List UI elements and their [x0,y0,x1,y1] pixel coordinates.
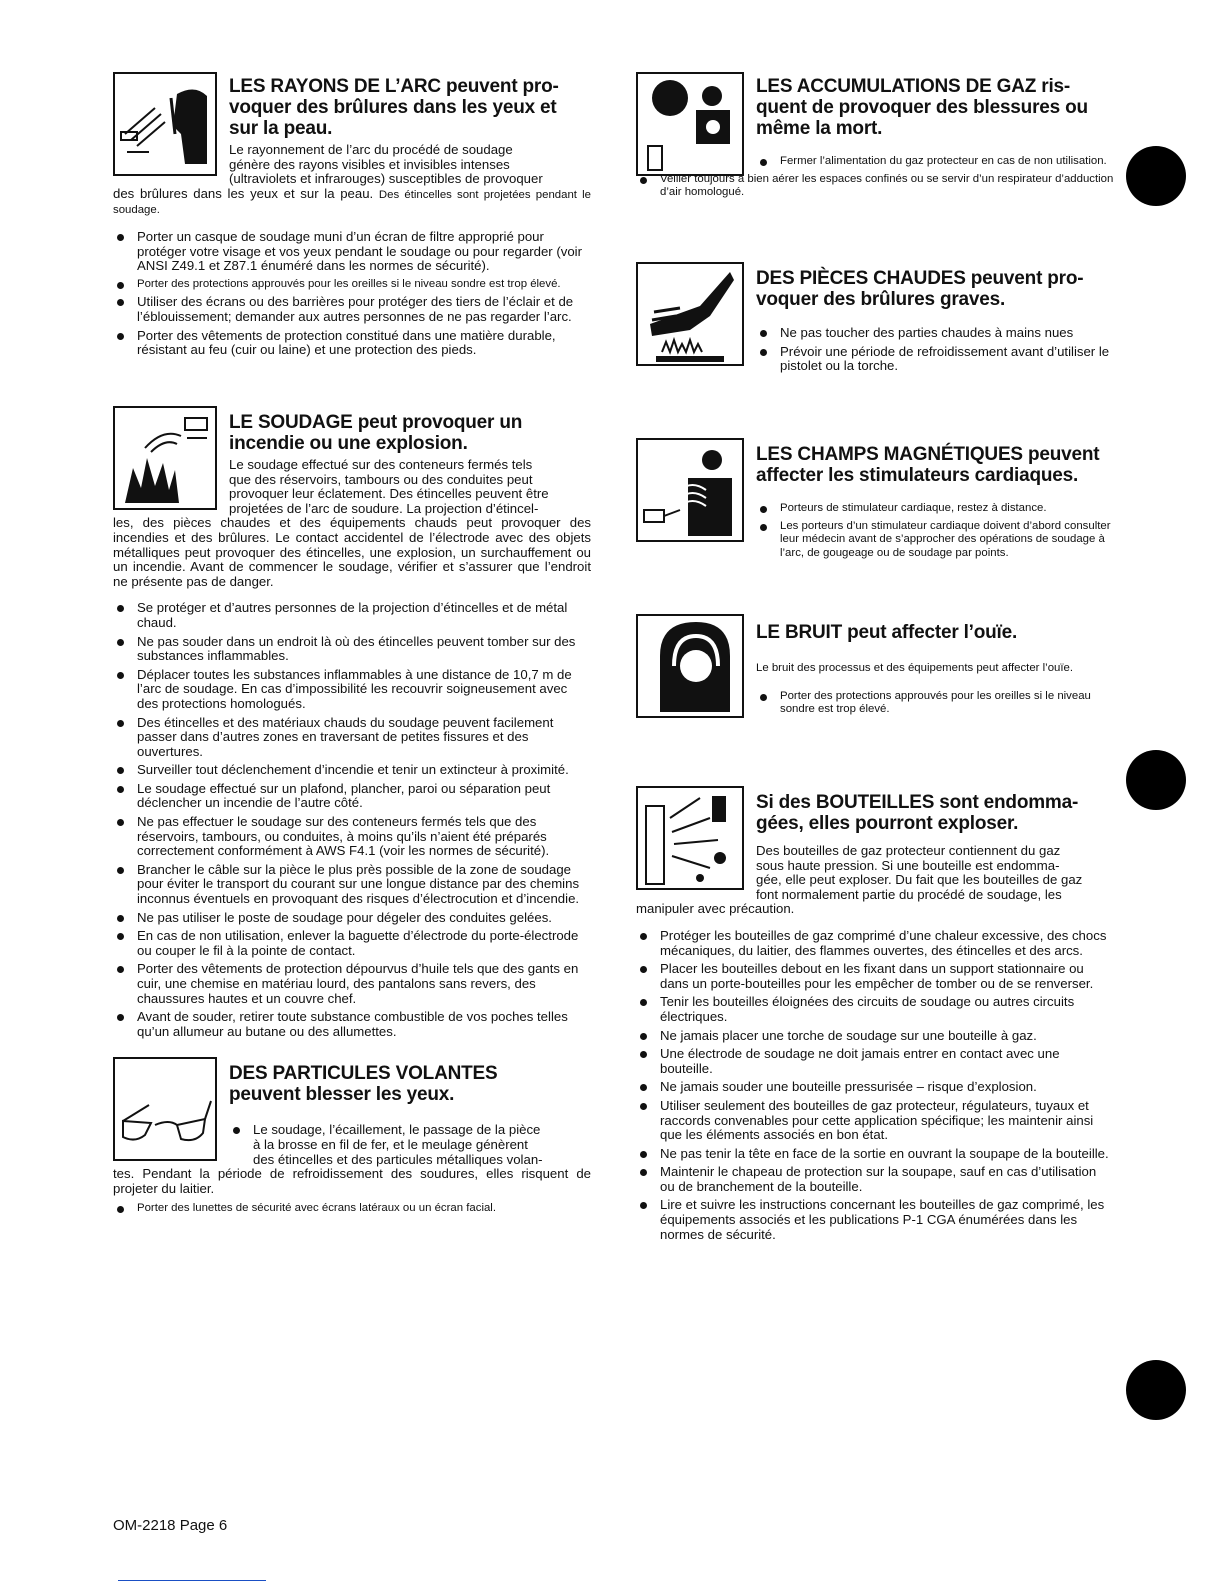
list-item: Lire et suivre les instructions concernant les bouteilles de gaz comprimé, les équipements associés et les publications P-1 CGA énumérées dans les normes de sécurité. [636,1198,1114,1242]
punch-hole-bottom [1126,1360,1186,1420]
cylinders-intro: Des bouteilles de gaz protecteur contiennent du gaz sous haute pression. Si une bouteille est endomma- gée, elle peut exploser. Du fait que les bouteilles de gaz font normalement partie du procédé de soudage, les manipuler avec précaution. [636,843,1083,917]
list-item: Porter des protections approuvés pour les oreilles si le niveau sondre est trop élevé. [756,690,1114,717]
arc-bullets [113,230,591,358]
list-item: Veiller toujours à bien aérer les espaces confinés ou se servir d’un respirateur d’adduction d’air homologué. [636,173,1114,200]
hot-parts-hand-icon [636,262,744,366]
particles-intro: Le soudage, l’écaillement, le passage de la pièce à la brosse en fil de fer, et le meulage génèrent des étincelles et des particules métalliques volan- tes. Pendant la période de refroidissement des soudures, elles risquent de projeter du laitier. [113,1122,591,1196]
list-item: Des étincelles et des matériaux chauds du soudage peuvent facilement passer dans d’autres zones en traversant de petites fissures et des ouvertures. [113,716,591,760]
right-column [636,70,1114,1246]
pacemaker-icon [636,438,744,542]
list-item: Utiliser des écrans ou des barrières pour protéger des tiers de l’éclair et de l’éblouissement; demander aux autres personnes de ne pas regarder l’arc. [113,295,591,324]
cylinders-heading: Si des BOUTEILLES sont endomma- gées, elles pourront exploser. [756,792,1079,834]
fire-bullets [113,601,591,1039]
arc-intro: Le rayonnement de l’arc du procédé de soudage génère des rayons visibles et invisibles intenses (ultraviolets et infrarouges) susceptibles de provoquer des brûlures dans les yeux et sur la peau. Des étincelles sont projetées pendant le soudage. [113,142,591,217]
list-item: Les porteurs d’un stimulateur cardiaque doivent d’abord consulter leur médecin avant de s’approcher des opérations de soudage à l’arc, de gougeage ou de soudage par points. [756,520,1114,561]
section-fire [113,406,591,1039]
list-item: Ne jamais placer une torche de soudage sur une bouteille à gaz. [636,1029,1114,1044]
cylinder-explosion-icon [636,786,744,890]
list-item: Brancher le câble sur la pièce le plus près possible de la zone de soudage pour éviter le transport du courant sur une longue distance par des chemins inconnus éventuels en provoquant des risques d’électrocution et d’incendie. [113,863,591,907]
safety-glasses-icon [113,1057,217,1161]
particles-heading: DES PARTICULES VOLANTES peuvent blesser les yeux. [229,1063,498,1106]
list-item: Se protéger et d’autres personnes de la projection d’étincelles et de métal chaud. [113,601,591,630]
fumes-gas-icon [636,72,744,176]
hot-heading: DES PIÈCES CHAUDES peuvent pro- voquer des brûlures graves. [756,268,1084,310]
section-arc-rays [113,70,591,410]
punch-hole-middle [1126,750,1186,810]
list-item: Protéger les bouteilles de gaz comprimé d’une chaleur excessive, des chocs mécaniques, du laitier, des flammes ouvertes, des étincelles et des arcs. [636,929,1114,958]
list-item: Ne pas tenir la tête en face de la sortie en ouvrant la soupape de la bouteille. [636,1147,1114,1162]
page-footer: OM-2218 Page 6 [113,1517,228,1534]
list-item: Fermer l’alimentation du gaz protecteur en cas de non utilisation. [756,155,1114,169]
noise-intro: Le bruit des processus et des équipements peut affecter l’ouïe. [756,662,1074,674]
list-item: Ne pas toucher des parties chaudes à mains nues [756,326,1114,341]
list-item: Une électrode de soudage ne doit jamais entrer en contact avec une bouteille. [636,1047,1114,1076]
section-particles [113,1057,591,1216]
list-item: Surveiller tout déclenchement d’incendie et tenir un extincteur à proximité. [113,763,591,778]
arc-rays-icon [113,72,217,176]
list-item: Ne pas souder dans un endroit là où des étincelles peuvent tomber sur des substances inflammables. [113,635,591,664]
magnetic-heading: LES CHAMPS MAGNÉTIQUES peuvent affecter les stimulateurs cardiaques. [756,444,1100,486]
fire-heading: LE SOUDAGE peut provoquer un incendie ou une explosion. [229,412,523,454]
cylinders-bullets [636,929,1114,1242]
list-item: Utiliser seulement des bouteilles de gaz protecteur, régulateurs, tuyaux et raccords convenables pour cette application spécifique; les maintenir ainsi que les éléments associés en bon état. [636,1099,1114,1143]
section-cylinders [636,786,1114,1242]
hearing-protection-icon [636,614,744,718]
list-item: Porteurs de stimulateur cardiaque, restez à distance. [756,502,1114,516]
punch-hole-top [1126,146,1186,206]
list-item: Porter des protections approuvés pour les oreilles si le niveau sondre est trop élevé. [113,278,591,292]
list-item: Porter un casque de soudage muni d’un écran de filtre approprié pour protéger votre visage et vos yeux pendant le soudage ou pour regarder (voir ANSI Z49.1 et Z87.1 énuméré dans les normes de sécurité). [113,230,591,274]
list-item: Ne pas effectuer le soudage sur des conteneurs fermés tels que des réservoirs, tambours, ou conduites, à moins qu’ils n’aient été préparés correctement conformément à AWS F4.1 (voir les normes de sécurité). [113,815,591,859]
noise-heading: LE BRUIT peut affecter l’ouïe. [756,622,1018,643]
left-column [113,70,591,1220]
list-item: Prévoir une période de refroidissement avant d’utiliser le pistolet ou la torche. [756,345,1114,374]
list-item: Porter des vêtements de protection constitué dans une matière durable, résistant au feu (cuir ou laine) et une protection des pieds. [113,329,591,358]
arc-heading: LES RAYONS DE L’ARC peuvent pro- voquer des brûlures dans les yeux et sur la peau. [229,76,559,139]
list-item: Ne pas utiliser le poste de soudage pour dégeler des conduites gelées. [113,911,591,926]
section-hot-parts [636,262,1114,402]
gas-bullets [636,173,1114,200]
fire-explosion-icon [113,406,217,510]
particles-bullets [113,1202,591,1216]
list-item: Porter des lunettes de sécurité avec écrans latéraux ou un écran facial. [113,1202,591,1216]
list-item: Porter des vêtements de protection dépourvus d’huile tels que des gants en cuir, une chemise en matériau lourd, des pantalons sans revers, des chaussures hautes et un couvre chef. [113,962,591,1006]
list-item: Le soudage effectué sur un plafond, plancher, paroi ou séparation peut déclencher un incendie de l’autre côté. [113,782,591,811]
bottom-rule [118,1580,266,1581]
list-item: Déplacer toutes les substances inflammables à une distance de 10,7 m de l’arc de soudage. En cas d’impossibilité les recouvrir soigneusement avec des protections homologués. [113,668,591,712]
section-gas [636,70,1114,230]
list-item: Avant de souder, retirer toute substance combustible de vos poches telles qu’un allumeur au butane ou des allumettes. [113,1010,591,1039]
list-item: Ne jamais souder une bouteille pressurisée – risque d’explosion. [636,1080,1114,1095]
list-item: Tenir les bouteilles éloignées des circuits de soudage ou autres circuits électriques. [636,995,1114,1024]
section-magnetic [636,438,1114,586]
fire-intro: Le soudage effectué sur des conteneurs fermés tels que des réservoirs, tambours ou des conduites peut provoquer leur éclatement. Des étincelles peuvent être projetées de l’arc de soudure. La projection d’étincel- les, des pièces chaudes et des équipements chauds peut provoquer des incendies et des brûlures. Le contact accidentel de l’électrode avec des objets métalliques peut provoquer des étincelles, une explosion, un surchauffement ou un incendie. Avant de commencer le soudage, vérifier et s’assurer que l’endroit ne présente pas de danger. [113,457,591,589]
list-item: Placer les bouteilles debout en les fixant dans un support stationnaire ou dans un porte-bouteilles pour les empêcher de tomber ou de se renverser. [636,962,1114,991]
section-noise [636,614,1114,754]
gas-heading: LES ACCUMULATIONS DE GAZ ris- quent de provoquer des blessures ou même la mort. [756,76,1088,139]
list-item: En cas de non utilisation, enlever la baguette d’électrode du porte-électrode ou couper le fil à la pointe de contact. [113,929,591,958]
list-item: Maintenir le chapeau de protection sur la soupape, sauf en cas d’utilisation ou de branchement de la bouteille. [636,1165,1114,1194]
